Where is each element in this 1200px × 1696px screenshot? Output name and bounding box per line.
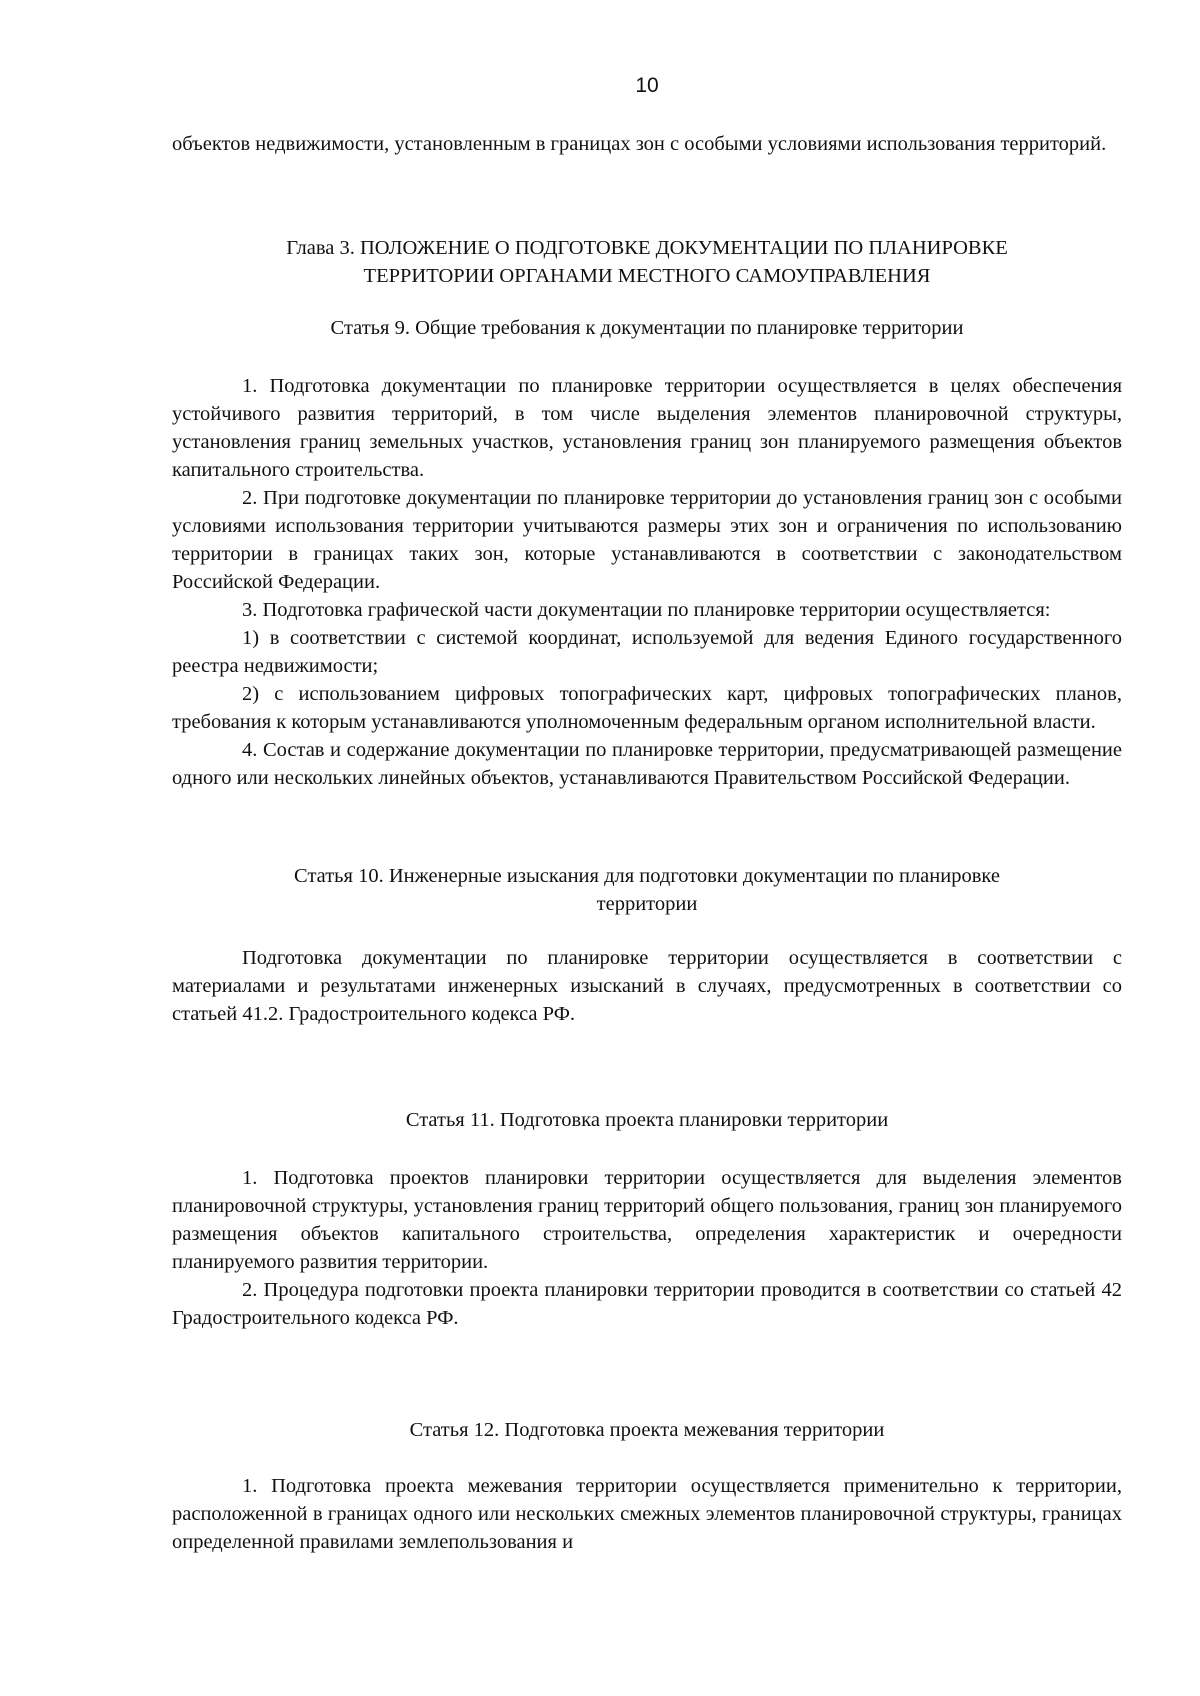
article-9-paragraph: 2. При подготовке документации по планировке территории до установления границ зон с особыми условиями использования территории учитываются размеры этих зон и ограничения по использованию территории в границах таких зон, которые устанавливаются в соответствии с законодательством Российской Федерации. bbox=[172, 487, 1122, 593]
intro-paragraph: объектов недвижимости, установленным в границах зон с особыми условиями использования территорий. bbox=[172, 133, 1107, 155]
article-9-title: Статья 9. Общие требования к документации по планировке территории bbox=[330, 317, 964, 339]
article-10-title-line-2: территории bbox=[596, 893, 698, 915]
article-12-body bbox=[172, 1472, 1122, 1556]
article-9-paragraph: 2) с использованием цифровых топографических карт, цифровых топографических планов, требования к которым устанавливаются уполномоченным федеральным органом исполнительной власти. bbox=[172, 683, 1122, 733]
document-body bbox=[172, 130, 1122, 1556]
article-11-paragraph: 1. Подготовка проектов планировки территории осуществляется для выделения элементов планировочной структуры, установления границ территорий общего пользования, границ зон планируемого размещения объектов капитального строительства, определения характеристик и очередности планируемого развития территории. bbox=[172, 1167, 1122, 1273]
article-12-title: Статья 12. Подготовка проекта межевания территории bbox=[409, 1419, 885, 1441]
article-11-paragraph: 2. Процедура подготовки проекта планировки территории проводится в соответствии со статьей 42 Градостроительного кодекса РФ. bbox=[172, 1279, 1122, 1329]
article-12-paragraph: 1. Подготовка проекта межевания территории осуществляется применительно к территории, расположенной в границах одного или нескольких смежных элементов планировочной структуры, границах определенной правилами землепользования и bbox=[172, 1475, 1122, 1553]
article-10-title bbox=[172, 862, 1122, 918]
chapter-title-line-2: ТЕРРИТОРИИ ОРГАНАМИ МЕСТНОГО САМОУПРАВЛЕНИЯ bbox=[363, 265, 931, 287]
article-9-paragraph: 3. Подготовка графической части документации по планировке территории осуществляется: bbox=[242, 599, 1051, 621]
article-11-body bbox=[172, 1164, 1122, 1332]
chapter-title-line-1: Глава 3. ПОЛОЖЕНИЕ О ПОДГОТОВКЕ ДОКУМЕНТАЦИИ ПО ПЛАНИРОВКЕ bbox=[286, 237, 1008, 259]
article-11-title: Статья 11. Подготовка проекта планировки территории bbox=[405, 1109, 889, 1131]
article-10-paragraph: Подготовка документации по планировке территории осуществляется в соответствии с материалами и результатами инженерных изысканий в случаях, предусмотренных в соответствии со статьей 41.2. Градостроительного кодекса РФ. bbox=[172, 947, 1122, 1025]
article-9-paragraph: 4. Состав и содержание документации по планировке территории, предусматривающей размещение одного или нескольких линейных объектов, устанавливаются Правительством Российской Федерации. bbox=[172, 739, 1122, 789]
article-9-body bbox=[172, 372, 1122, 792]
article-9-paragraph: 1) в соответствии с системой координат, используемой для ведения Единого государственного реестра недвижимости; bbox=[172, 627, 1122, 677]
page-number: 10 bbox=[635, 74, 659, 97]
article-10-title-line-1: Статья 10. Инженерные изыскания для подготовки документации по планировке bbox=[294, 865, 1000, 887]
article-10-body bbox=[172, 944, 1122, 1028]
chapter-heading bbox=[172, 234, 1122, 290]
article-9-paragraph: 1. Подготовка документации по планировке территории осуществляется в целях обеспечения устойчивого развития территорий, в том числе выделения элементов планировочной структуры, установления границ земельных участков, установления границ зон планируемого размещения объектов капитального строительства. bbox=[172, 375, 1122, 481]
